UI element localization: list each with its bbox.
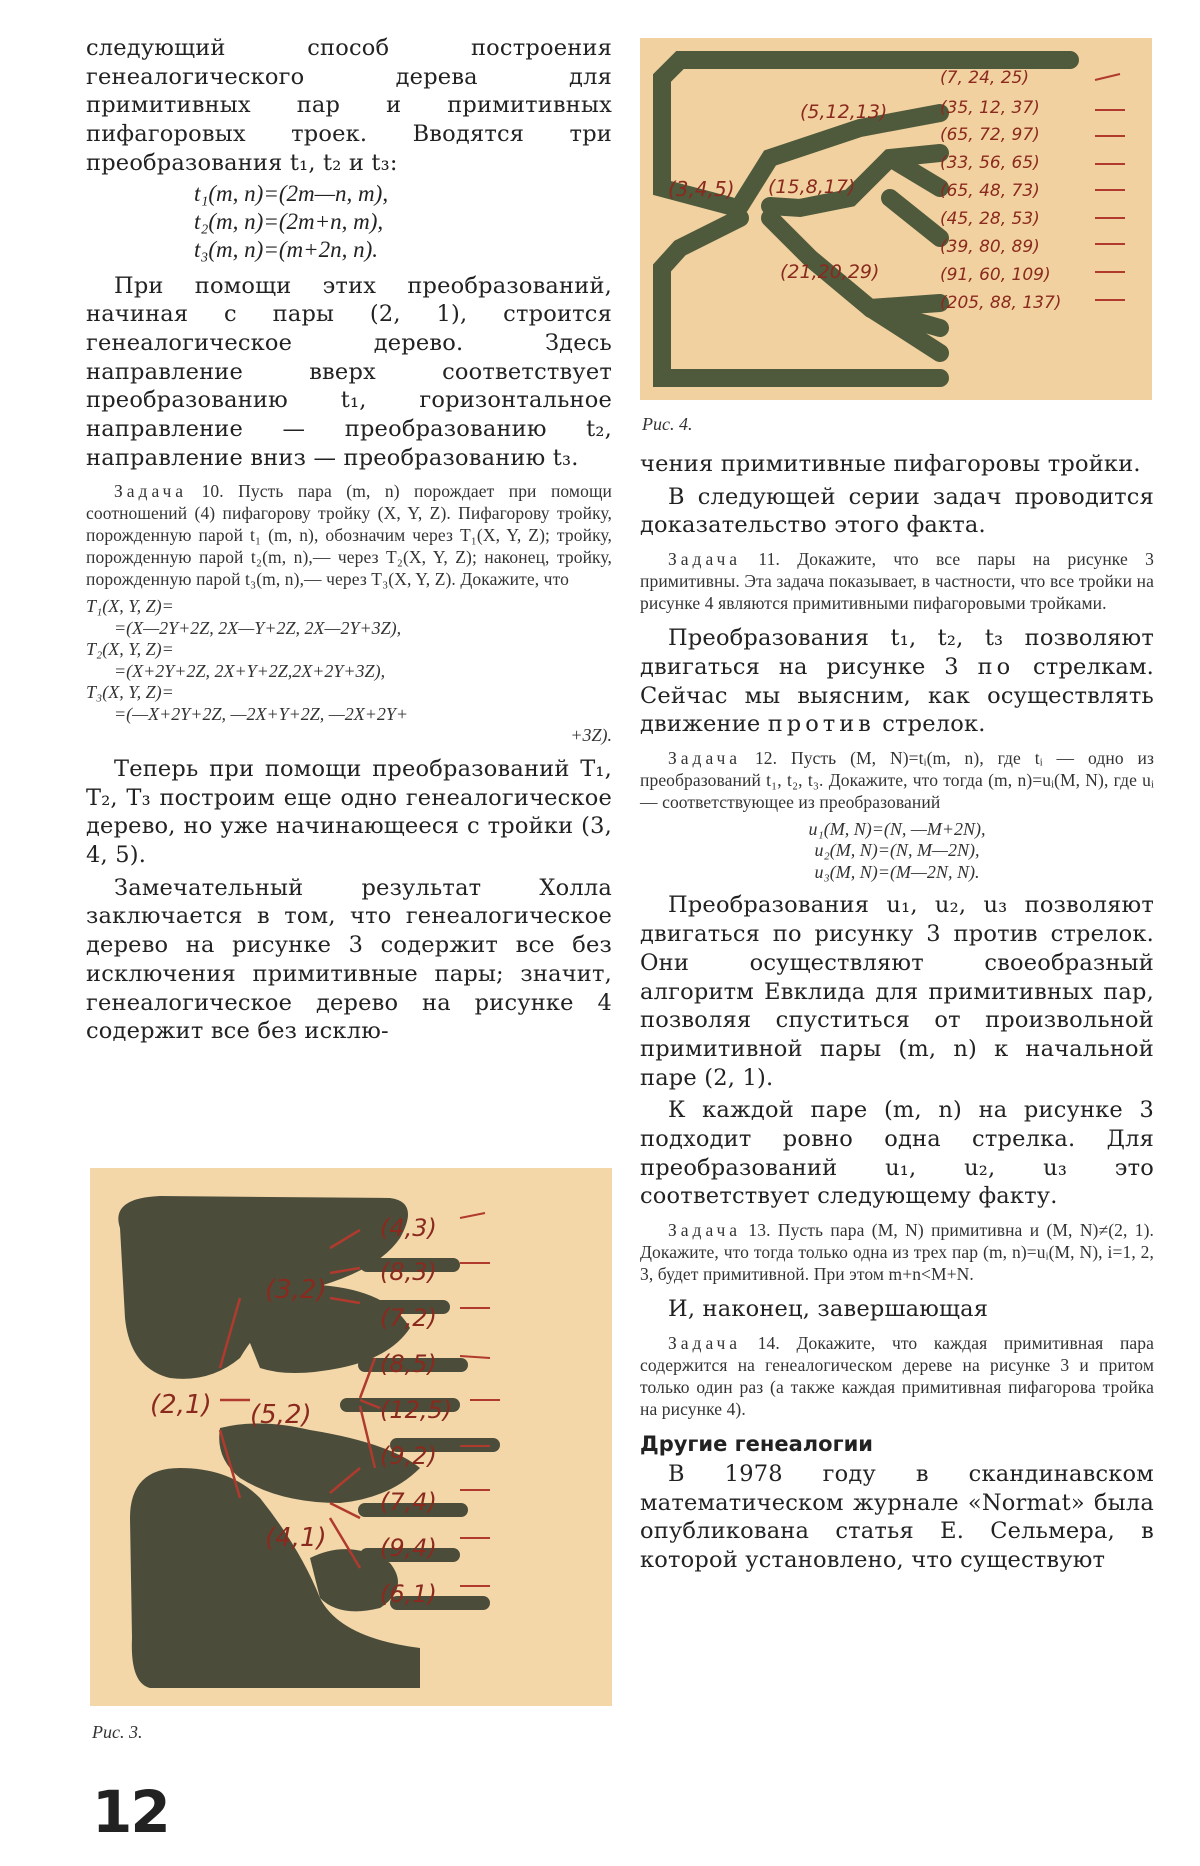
spaced-word: по [977,653,1015,680]
leaf-label: (45, 28, 53) [940,209,1040,229]
tree-root-label: (2,1) [150,1390,212,1420]
formula-u3: u₃(M, N)=(M—2N, N). [814,861,980,882]
formula-T3-tail: +3Z). [570,725,612,746]
figure-4 [640,38,1152,400]
task-text: 14. Докажите, что каждая примитивная пара содержится на генеалогическом дереве на рисунке 3 и притом только один раз (а также каждая примитивная пифагорова тройка на рисунке 4). [640,1332,1154,1419]
formula-t1: t₁(m, n)=(2m—n, m), [194,180,389,206]
leaf-label: (7, 24, 25) [940,68,1029,88]
tree-node-label: (21,20,29) [780,261,880,283]
leaf-label: (205, 88, 137) [940,293,1062,313]
task-label: Задача [668,549,742,570]
tree-node-label: (3,2) [265,1275,327,1305]
formula-T3: T₃(X, Y, Z)= [86,682,174,703]
formula-block-T [86,596,612,747]
spaced-word: против [767,711,875,738]
section-heading: Другие генеалогии [640,1431,874,1456]
tree-node-label: (4,1) [265,1523,327,1553]
leaf-label: (33, 56, 65) [940,153,1040,173]
leaf-label: (65, 72, 97) [940,125,1040,145]
figure-3 [90,1168,612,1706]
task-label: Задача [114,481,188,502]
leaf-label: (8,5) [380,1350,437,1378]
paragraph: В 1978 году в скандинавском математическом журнале «Normat» была опубликована статья Е. Сельмера, в которой установлено, что существуют [640,1460,1154,1573]
paragraph: Замечательный результат Холла заключается в том, что генеалогическое дерево на рисунке 3 содержит все без исключения примитивные пары; значит, генеалогическое дерево на рисунке 4 содержит все без исклю- [86,874,612,1045]
leaf-label: (12,5) [380,1396,453,1424]
paragraph: Теперь при помощи преобразований T₁, T₂, T₃ построим еще одно генеалогическое дерево, но уже начинающееся с тройки (3, 4, 5). [86,755,612,869]
paragraph: И, наконец, завершающая [668,1296,989,1323]
text-run: Преобразования t₁, t₂, t₃ позволяют двигаться на рисунке 3 [640,625,1154,680]
task-text: 13. Пусть пара (M, N) примитивна и (M, N)≠(2, 1). Докажите, что тогда только одна из трех пар (m, n)=uᵢ(M, N), i=1, 2, 3, будет примитивной. При этом m+n<M+N. [640,1220,1154,1285]
figure-3-caption: Рис. 3. [92,1722,143,1742]
task-label: Задача [668,1220,742,1241]
task-12 [640,747,1154,813]
paragraph: чения примитивные пифагоровы тройки. [640,451,1141,477]
formula-T3-value: =(—X+2Y+2Z, —2X+Y+2Z, —2X+2Y+ [114,703,409,724]
task-text: 12. Пусть (M, N)=tᵢ(m, n), где tᵢ — одно из преобразований t₁, t₂, t₃. Докажите, что тогда (m, n)=uᵢ(M, N), где uᵢ — соответствующее из преобразований [640,747,1154,812]
paragraph: В следующей серии задач проводится доказательство этого факта. [640,483,1154,539]
leaf-label: (7,4) [380,1488,437,1516]
formula-u2: u₂(M, N)=(N, M—2N), [814,840,980,861]
leaf-label: (35, 12, 37) [940,98,1040,118]
formula-u1: u₁(M, N)=(N, —M+2N), [808,818,986,839]
tree-node-label: (15,8,17) [768,176,856,198]
task-label: Задача [668,1332,742,1353]
page-number: 12 [92,1778,169,1846]
formula-T2-value: =(X+2Y+2Z, 2X+Y+2Z,2X+2Y+3Z), [114,660,386,681]
task-11 [640,548,1154,614]
text-run: стрелок. [874,711,986,738]
task-text: 11. Докажите, что все пары на рисунке 3 примитивны. Эта задача показывает, в частности, что все тройки на рисунке 4 являются примитивными пифагоровыми тройками. [640,549,1154,614]
formula-t2: t₂(m, n)=(2m+n, m), [194,208,384,234]
formula-block-t [86,180,612,264]
figure-3-drawing [90,1168,612,1706]
leaf-label: (91, 60, 109) [940,265,1051,285]
paragraph: К каждой паре (m, n) на рисунке 3 подходит ровно одна стрелка. Для преобразований u₁, u₂, u₃ это соответствует следующему факту. [640,1097,1154,1210]
leaf-arrows [460,1213,500,1586]
leaf-arrows [1095,74,1125,300]
tree-node-label: (5,2) [250,1400,312,1430]
task-13 [640,1219,1154,1285]
leaf-label: (6,1) [380,1580,437,1608]
tree-root-label: (3,4,5) [668,177,735,201]
leaf-label: (4,3) [380,1214,437,1242]
task-text: 10. Пусть пара (m, n) порождает при помощи соотношений (4) пифагорову тройку (X, Y, Z). Пифагорову тройку, порожденную парой t₁ (m, n), обозначим через T₁(X, Y, Z); тройку, порожденную парой t₂(m, n),— через T₂(X, Y, Z); наконец, тройку, порожденную парой t₃(m, n),— через T₃(X, Y, Z). Докажите, что [86,481,612,590]
task-10 [86,480,612,590]
formula-T1: T₁(X, Y, Z)= [86,596,174,617]
leaf-label: (9,2) [380,1442,437,1470]
leaf-label: (7,2) [380,1304,437,1332]
text-run: стрелкам. Сейчас мы выясним, как осуществлять движение [640,653,1154,738]
figure-4-caption: Рис. 4. [642,414,693,434]
leaf-label: (39, 80, 89) [940,237,1040,257]
leaf-label: (9,4) [380,1534,437,1562]
task-label: Задача [668,747,742,768]
leaf-label: (65, 48, 73) [940,181,1040,201]
paragraph: следующий способ построения генеалогического дерева для примитивных пар и примитивных пифагоровых троек. Вводятся три преобразования t₁, t₂ и t₃: [86,35,612,176]
paragraph [640,624,1154,739]
tree-node-label: (5,12,13) [800,101,888,123]
formula-T1-value: =(X—2Y+2Z, 2X—Y+2Z, 2X—2Y+3Z), [114,617,402,638]
figure-4-drawing [640,38,1152,400]
formula-t3: t₃(m, n)=(m+2n, n). [194,236,379,262]
left-column [86,34,612,1046]
formula-block-u [640,819,1154,884]
right-column [640,450,1154,1575]
paragraph: При помощи этих преобразований, начиная с пары (2, 1), строится генеалогическое дерево. Здесь направление вверх соответствует преобразованию t₁, горизонтальное направление — преобразованию t₂, направление вниз — преобразованию t₃. [86,272,612,471]
task-14 [640,1332,1154,1420]
leaf-label: (8,3) [380,1258,437,1286]
formula-T2: T₂(X, Y, Z)= [86,639,174,660]
paragraph: Преобразования u₁, u₂, u₃ позволяют двигаться по рисунку 3 против стрелок. Они осуществляют своеобразный алгоритм Евклида для примитивных пар, позволяя спуститься от произвольной примитивной пары (m, n) к начальной паре (2, 1). [640,892,1154,1091]
